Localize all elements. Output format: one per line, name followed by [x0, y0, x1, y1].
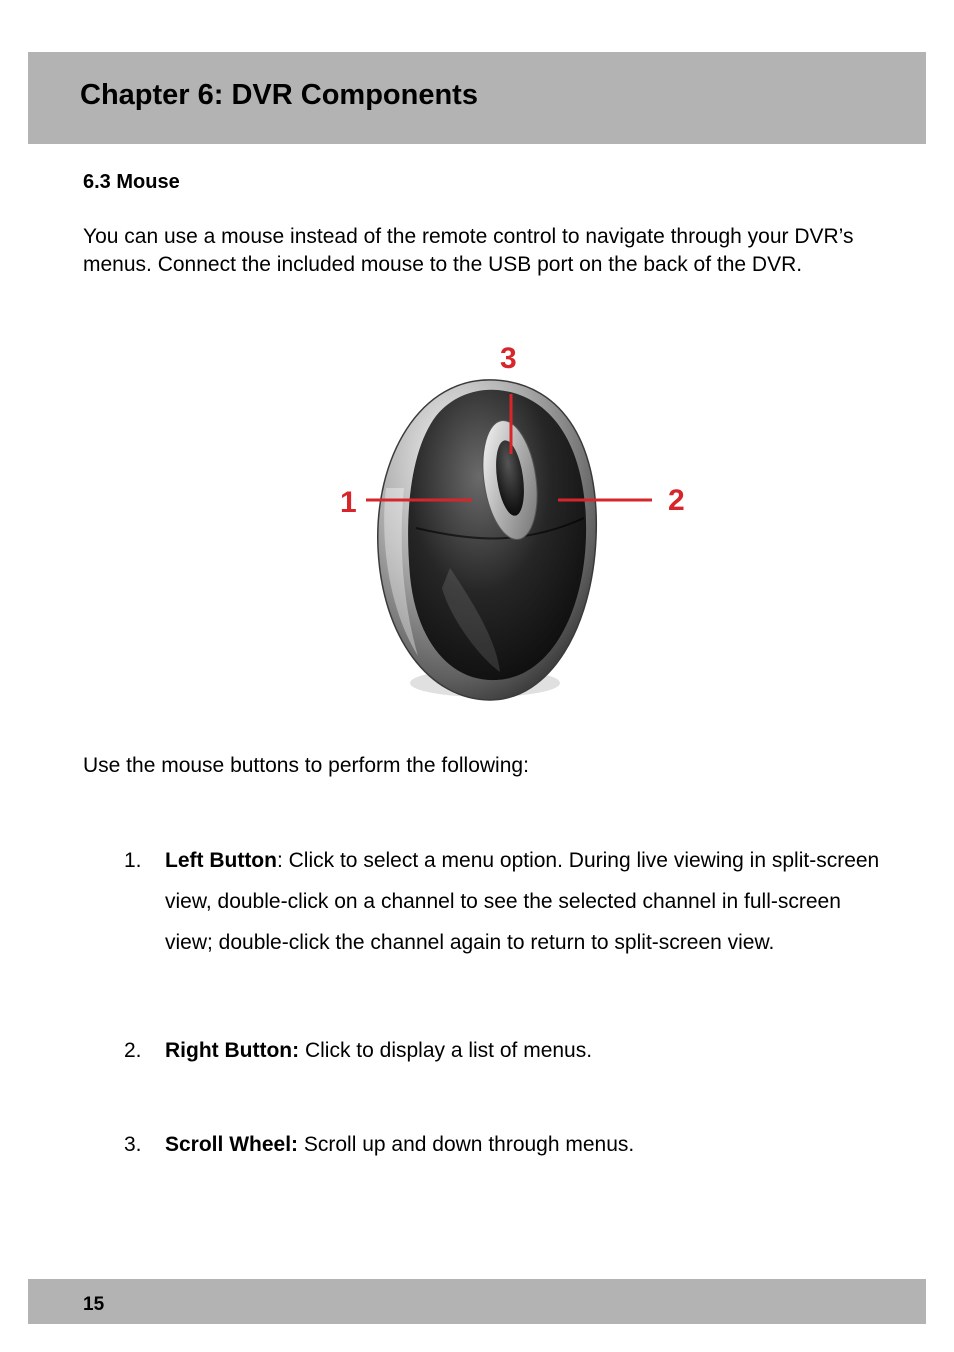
list-description: Scroll up and down through menus.	[298, 1133, 635, 1156]
footer-bar	[28, 1279, 926, 1324]
list-body	[165, 1030, 884, 1071]
list-number: 1.	[124, 849, 142, 872]
list-term: Scroll Wheel:	[165, 1133, 299, 1156]
page-number: 15	[83, 1294, 105, 1315]
intro-paragraph: You can use a mouse instead of the remote control to navigate through your DVR’s menus. Connect the included mouse to the USB port on the back of the DVR.	[83, 225, 854, 276]
list-term: Right Button:	[165, 1039, 300, 1062]
list-number: 2.	[124, 1039, 142, 1062]
chapter-header-bar	[28, 52, 926, 144]
list-body	[165, 1124, 884, 1165]
list-body	[165, 840, 884, 963]
callout-label-left-button: 1	[340, 486, 357, 519]
mouse-figure	[300, 338, 700, 708]
chapter-title: Chapter 6: DVR Components	[80, 79, 478, 111]
section-heading: 6.3 Mouse	[83, 171, 180, 193]
callout-label-scroll-wheel: 3	[500, 342, 517, 375]
callout-label-right-button: 2	[668, 484, 685, 517]
list-description: Click to display a list of menus.	[299, 1039, 593, 1062]
mouse-illustration	[300, 338, 700, 708]
list-term: Left Button	[165, 849, 277, 872]
list-description: : Click to select a menu option. During live viewing in split-screen view, double-click on a channel to see the selected channel in full-screen view; double-click the channel again to return to split-screen view.	[165, 849, 880, 954]
lead-in-text: Use the mouse buttons to perform the following:	[83, 754, 529, 777]
list-number: 3.	[124, 1133, 142, 1156]
